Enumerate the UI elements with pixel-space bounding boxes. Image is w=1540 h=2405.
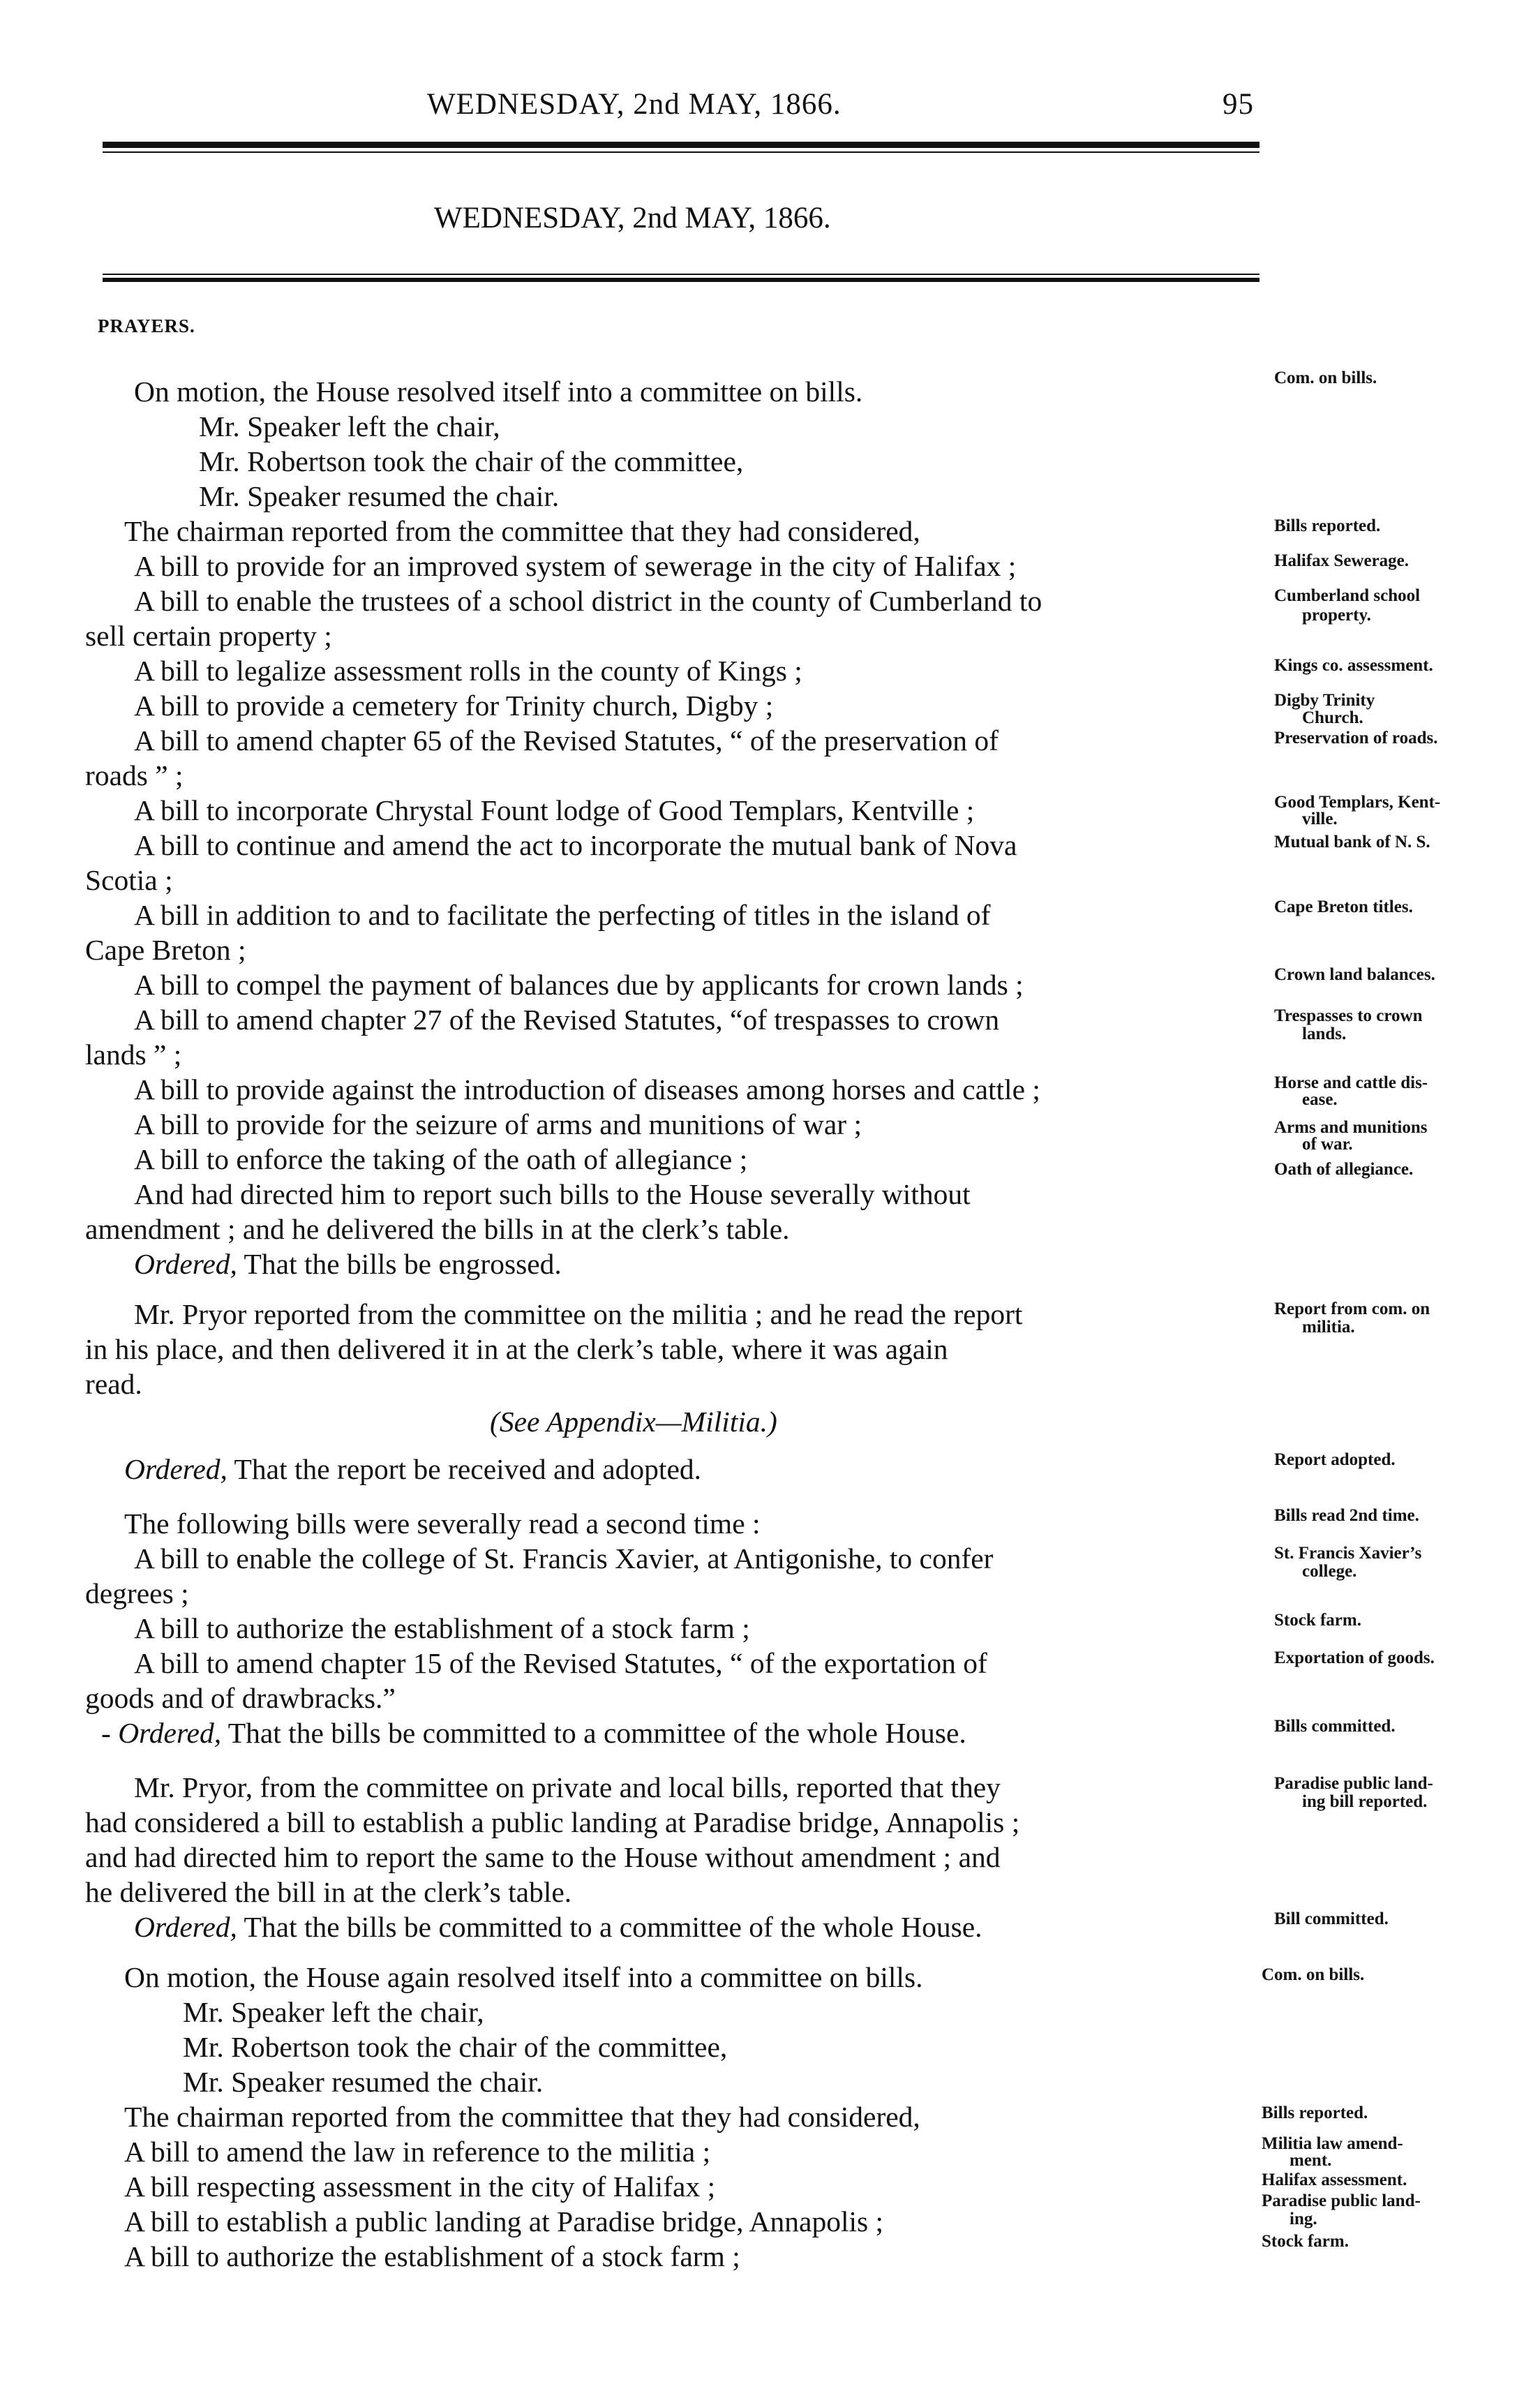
prayers-heading: PRAYERS. [98, 315, 195, 336]
margin-note: Paradise public land- [1262, 2191, 1421, 2210]
margin-note: militia. [1302, 1318, 1355, 1336]
margin-note: Com. on bills. [1262, 1965, 1365, 1984]
margin-note: Report adopted. [1274, 1450, 1396, 1469]
margin-note: Halifax assessment. [1262, 2171, 1407, 2189]
margin-note: Stock farm. [1274, 1611, 1361, 1630]
text-line: A bill to provide for an improved system of sewerage in the city of Halifax ; [134, 550, 1017, 582]
text-line: And had directed him to report such bills to the House severally without [134, 1178, 971, 1210]
text-line: Scotia ; [85, 864, 173, 896]
ordered-line: Ordered, That the report be received and adopted. [124, 1453, 701, 1485]
text-line: Mr. Speaker left the chair, [183, 1996, 484, 2028]
margin-note: Kings co. assessment. [1274, 656, 1433, 675]
text-line: A bill to authorize the establishment of a stock farm ; [124, 2240, 740, 2272]
margin-note: ease. [1302, 1090, 1338, 1109]
margin-note: of war. [1302, 1135, 1353, 1154]
text-line: The following bills were severally read a second time : [124, 1507, 761, 1540]
text-line: lands ” ; [85, 1038, 182, 1071]
margin-note: Church. [1302, 708, 1363, 727]
header-thick-rule [103, 142, 1259, 148]
margin-note: Militia law amend- [1262, 2134, 1403, 2153]
margin-note: ment. [1289, 2151, 1332, 2170]
text-line: On motion, the House resolved itself into a committee on bills. [134, 375, 863, 408]
ordered-line: - Ordered, That the bills be committed to a committee of the whole House. [101, 1717, 966, 1749]
text-line: sell certain property ; [85, 620, 332, 652]
margin-note: Report from com. on [1274, 1300, 1430, 1318]
margin-note: Oath of allegiance. [1274, 1160, 1414, 1179]
margin-note: Exportation of goods. [1274, 1648, 1435, 1667]
text-line: had considered a bill to establish a public landing at Paradise bridge, Annapolis ; [85, 1806, 1020, 1838]
text-line: Mr. Speaker resumed the chair. [183, 2066, 544, 2098]
text-line: Mr. Pryor reported from the committee on the militia ; and he read the report [134, 1298, 1023, 1330]
text-line: On motion, the House again resolved itself into a committee on bills. [124, 1961, 923, 1993]
ordered-line: Ordered, That the bills be engrossed. [134, 1248, 562, 1280]
margin-note: lands. [1302, 1025, 1347, 1043]
text-line: A bill respecting assessment in the city of Halifax ; [124, 2171, 716, 2203]
text-line: and had directed him to report the same to the House without amendment ; and [85, 1841, 1001, 1873]
text-line: A bill to amend chapter 65 of the Revised Statutes, “ of the preservation of [134, 724, 999, 757]
text-line: Cape Breton ; [85, 934, 246, 966]
text-line: A bill to enable the trustees of a school district in the county of Cumberland to [134, 585, 1042, 617]
margin-note: Bills reported. [1274, 516, 1381, 535]
margin-note: St. Francis Xavier’s [1274, 1544, 1422, 1563]
text-line: Mr. Robertson took the chair of the committee, [183, 2031, 728, 2063]
margin-note: Paradise public land- [1274, 1774, 1433, 1793]
text-line: The chairman reported from the committee that they had considered, [124, 2101, 920, 2133]
text-line: A bill to compel the payment of balances due by applicants for crown lands ; [134, 969, 1024, 1001]
text-line: A bill to provide against the introduction of diseases among horses and cattle ; [134, 1073, 1040, 1105]
margin-note: Halifax Sewerage. [1274, 551, 1410, 570]
text-line: Mr. Robertson took the chair of the committee, [199, 445, 744, 477]
margin-note: Horse and cattle dis- [1274, 1073, 1428, 1092]
text-line: degrees ; [85, 1577, 189, 1609]
title-thin-rule [103, 274, 1259, 275]
text-line: goods and of drawbracks.” [85, 1682, 396, 1714]
text-line: A bill to legalize assessment rolls in the county of Kings ; [134, 655, 802, 687]
appendix-reference: (See Appendix—Militia.) [490, 1406, 777, 1438]
text-line: A bill in addition to and to facilitate the perfecting of titles in the island of [134, 899, 991, 931]
margin-note: Bill committed. [1274, 1909, 1389, 1928]
header-thin-rule [103, 151, 1259, 153]
margin-note: Good Templars, Kent- [1274, 793, 1441, 812]
text-line: A bill to amend chapter 15 of the Revised Statutes, “ of the exportation of [134, 1647, 987, 1679]
margin-note: Bills committed. [1274, 1717, 1396, 1736]
margin-note: Mutual bank of N. S. [1274, 833, 1430, 851]
text-line: roads ” ; [85, 759, 184, 791]
margin-note: Stock farm. [1262, 2232, 1349, 2251]
margin-note: college. [1302, 1562, 1357, 1581]
page-title: WEDNESDAY, 2nd MAY, 1866. [434, 202, 831, 234]
margin-note: property. [1302, 606, 1371, 625]
margin-note: Com. on bills. [1274, 368, 1377, 387]
running-title: WEDNESDAY, 2nd MAY, 1866. [427, 88, 842, 121]
margin-note: Crown land balances. [1274, 965, 1435, 984]
text-line: Mr. Speaker left the chair, [199, 410, 500, 442]
text-line: A bill to authorize the establishment of a stock farm ; [134, 1612, 750, 1644]
page-number: 95 [1223, 88, 1254, 121]
text-line: Mr. Speaker resumed the chair. [199, 480, 560, 512]
margin-note: ing bill reported. [1302, 1792, 1428, 1811]
text-line: A bill to continue and amend the act to incorporate the mutual bank of Nova [134, 829, 1017, 861]
text-line: A bill to provide for the seizure of arms and munitions of war ; [134, 1108, 862, 1140]
margin-note: Digby Trinity [1274, 691, 1375, 710]
text-line: A bill to amend chapter 27 of the Revised Statutes, “of trespasses to crown [134, 1004, 1000, 1036]
margin-note: Trespasses to crown [1274, 1006, 1423, 1025]
text-line: A bill to amend the law in reference to the militia ; [124, 2136, 711, 2168]
text-line: A bill to provide a cemetery for Trinity church, Digby ; [134, 690, 774, 722]
text-line: A bill to enforce the taking of the oath of allegiance ; [134, 1143, 748, 1175]
ordered-line: Ordered, That the bills be committed to a committee of the whole House. [134, 1911, 982, 1943]
title-thick-rule [103, 278, 1259, 282]
text-line: he delivered the bill in at the clerk’s table. [85, 1876, 572, 1908]
text-line: A bill to enable the college of St. Francis Xavier, at Antigonishe, to confer [134, 1542, 994, 1574]
text-line: A bill to establish a public landing at Paradise bridge, Annapolis ; [124, 2205, 884, 2238]
margin-note: ville. [1302, 810, 1338, 828]
margin-note: Bills read 2nd time. [1274, 1506, 1419, 1525]
margin-note: Preservation of roads. [1274, 729, 1438, 747]
text-line: read. [85, 1368, 142, 1400]
margin-note: Cumberland school [1274, 586, 1421, 605]
margin-note: ing. [1289, 2210, 1317, 2228]
text-line: Mr. Pryor, from the committee on private and local bills, reported that they [134, 1771, 1001, 1803]
text-line: amendment ; and he delivered the bills in at the clerk’s table. [85, 1213, 790, 1245]
text-line: in his place, and then delivered it in at the clerk’s table, where it was again [85, 1333, 948, 1365]
margin-note: Bills reported. [1262, 2104, 1368, 2122]
text-line: A bill to incorporate Chrystal Fount lodge of Good Templars, Kentville ; [134, 794, 975, 826]
margin-note: Cape Breton titles. [1274, 898, 1413, 916]
margin-note: Arms and munitions [1274, 1118, 1428, 1137]
text-line: The chairman reported from the committee that they had considered, [124, 515, 920, 547]
